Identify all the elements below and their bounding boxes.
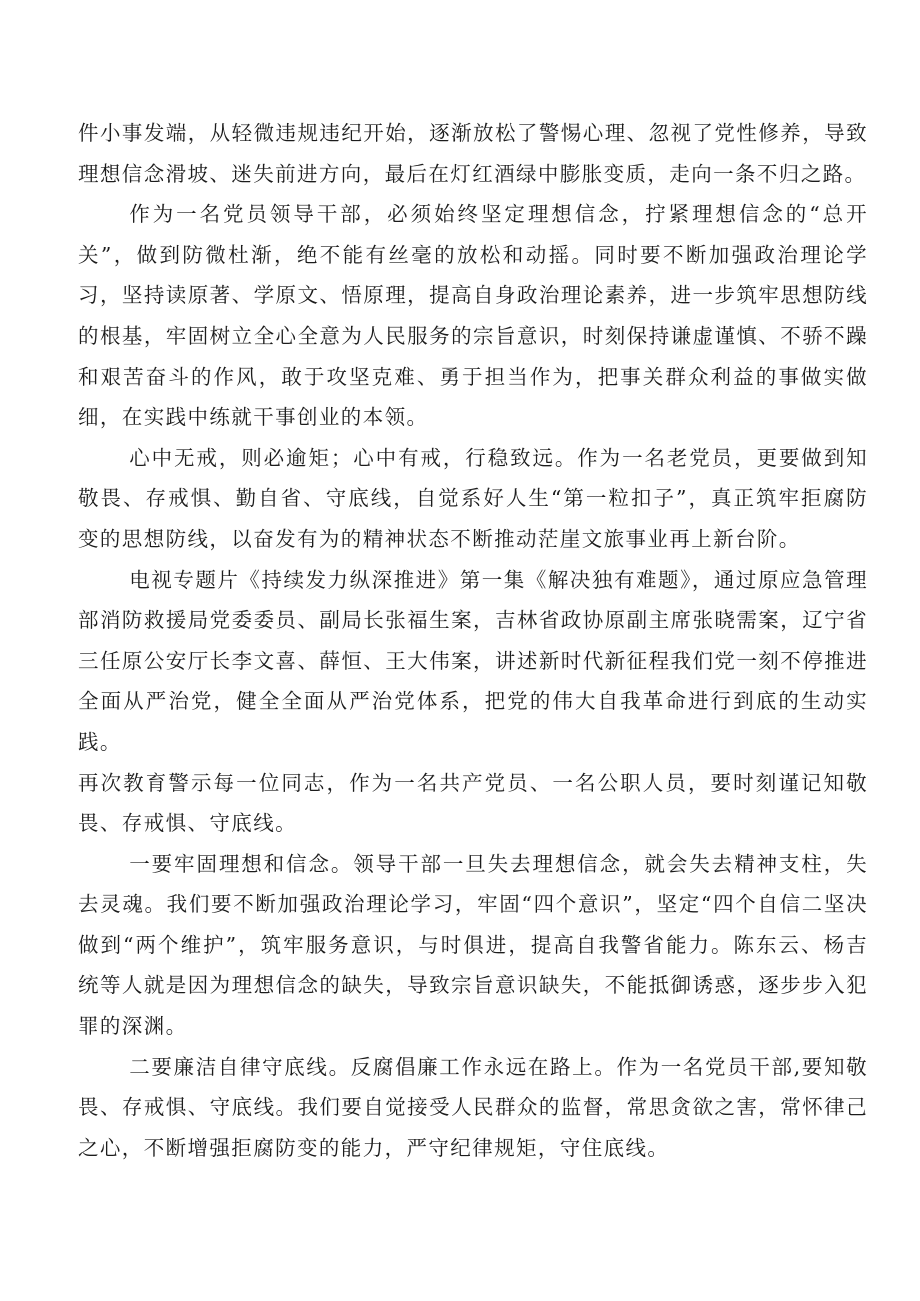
paragraph-7: 二要廉洁自律守底线。反腐倡廉工作永远在路上。作为一名党员干部,要知敬畏、存戒惧、守底线。我们要自觉接受人民群众的监督，常思贪欲之害，常怀律己之心，不断增强拒腐防变的能力，严守纪律规矩，守住底线。 [78,1054,868,1160]
paragraph-6: 一要牢固理想和信念。领导干部一旦失去理想信念，就会失去精神支柱，失去灵魂。我们要不断加强政治理论学习，牢固“四个意识”，坚定“四个自信二坚决做到“两个维护”，筑牢服务意识，与时俱进，提高自我警省能力。陈东云、杨吉统等人就是因为理想信念的缺失，导致宗旨意识缺失，不能抵御诱惑，逐步步入犯罪的深渊。 [78,851,868,1039]
paragraph-1: 件小事发端，从轻微违规违纪开始，逐渐放松了警惕心理、忽视了党性修养，导致理想信念滑坡、迷失前进方向，最后在灯红酒绿中膨胀变质，走向一条不归之路。 [78,121,868,186]
document-body [78,113,868,1168]
paragraph-5: 再次教育警示每一位同志，作为一名共产党员、一名公职人员，要时刻谨记知敬畏、存戒惧、守底线。 [78,770,868,836]
paragraph-2: 作为一名党员领导干部，必须始终坚定理想信念，拧紧理想信念的“总开关”，做到防微杜渐，绝不能有丝毫的放松和动摇。同时要不断加强政治理论学习，坚持读原著、学原文、悟原理，提高自身政治理论素养，进一步筑牢思想防线的根基，牢固树立全心全意为人民服务的宗旨意识，时刻保持谦虚谨慎、不骄不躁和艰苦奋斗的作风，敢于攻坚克难、勇于担当作为，把事关群众利益的事做实做细，在实践中练就干事创业的本领。 [78,202,868,430]
paragraph-3: 心中无戒，则必逾矩；心中有戒，行稳致远。作为一名老党员，更要做到知敬畏、存戒惧、勤自省、守底线，自觉系好人生“第一粒扣子”，真正筑牢拒腐防变的思想防线，以奋发有为的精神状态不断推动茫崖文旅事业再上新台阶。 [78,445,868,551]
paragraph-4: 电视专题片《持续发力纵深推进》第一集《解决独有难题》，通过原应急管理部消防救援局党委委员、副局长张福生案，吉林省政协原副主席张晓需案，辽宁省三任原公安厅长李文喜、薛恒、王大伟案，讲述新时代新征程我们党一刻不停推进全面从严治党，健全全面从严治党体系，把党的伟大自我革命进行到底的生动实践。 [78,567,868,754]
